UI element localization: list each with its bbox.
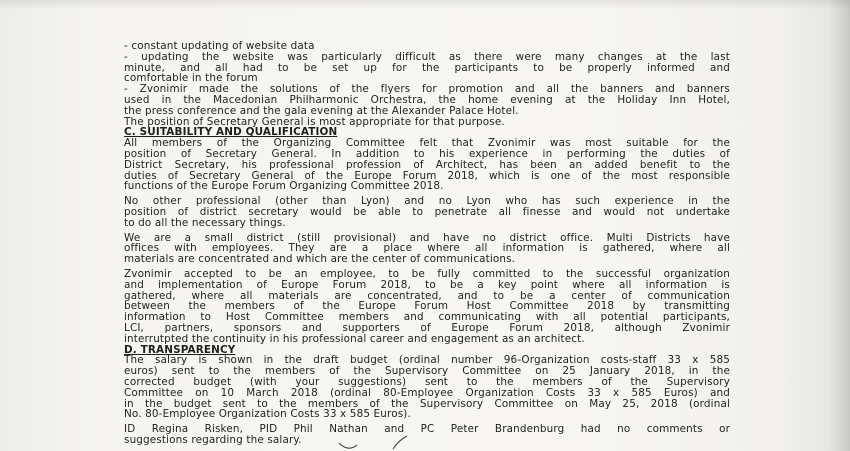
text-line: position of Secretary General. In addition to his experience in performing the duties of [124,147,730,160]
text-line: functions of the Europe Forum Organizing Committee 2018. [124,180,444,193]
text-line: euros) sent to the members of the Supervisory Committee on 25 January 2018, in the [124,365,730,378]
text-line: interrutpted the continuity in his professional career and engagement as an architect. [124,332,585,345]
text-line: minute, and all had to be set up for the participants to be properly informed and [124,61,730,74]
text-line: We are a small district (still provisional) and have no district office. Multi Districts have [124,231,730,244]
text-line: used in the Macedonian Philharmonic Orchestra, the home evening at the Holiday Inn Hotel, [124,93,730,106]
text-line: ID Regina Risken, PID Phil Nathan and PC Peter Brandenburg had no comments or [124,423,730,436]
text-line: LCI, partners, sponsors and supporters of Europe Forum 2018, although Zvonimir [124,321,730,334]
text-line: corrected budget (with your suggestions) sent to the members of the Supervisory [124,375,730,388]
text-line: No. 80-Employee Organization Costs 33 x 585 Euros). [124,408,411,421]
text-line: position of district secretary would be able to penetrate all finesse and would not undertake [124,205,730,218]
signature-mark [335,433,415,451]
text-line: - constant updating of website data [124,40,315,52]
page-edge-shadow [828,0,850,451]
text-line: information to Host Committee members and communicating with all potential participants, [124,311,730,324]
text-line: materials are concentrated and which are the center of communications. [124,253,516,266]
text-line: - Zvonimir made the solutions of the flyers for promotion and all the banners and banners [124,83,730,96]
text-line: in the budget sent to the members of the Supervisory Committee on May 25, 2018 (ordinal [124,397,730,410]
page-top-shadow [0,0,850,10]
text-line: to do all the necessary things. [124,216,286,229]
text-line: suggestions regarding the salary. [124,433,302,446]
section-d-heading: D. TRANSPARENCY [124,343,236,356]
text-line: - updating the website was particularly difficult as there were many changes at the last [124,50,730,63]
section-c-heading: C. SUITABILITY AND QUALIFICATION [124,126,338,139]
text-line: The position of Secretary General is most appropriate for that purpose. [124,115,505,128]
text-line: comfortable in the forum [124,72,258,85]
text-line: duties of Secretary General of the Europe Forum 2018, which is one of the most responsible [124,169,730,182]
text-line: District Secretary, his professional profession of Architect, has been an added benefit to the [124,158,730,171]
text-line: gathered, where all materials are concentrated, and to be a center of communication [124,289,730,302]
text-line: Committee on 10 March 2018 (ordinal 80-Employee Organization Costs 33 x 585 Euros) and [124,386,730,399]
text-line: The salary is shown in the draft budget (ordinal number 96-Organization costs-staff 33 x 585 [124,354,730,367]
text-line: offices with employees. They are a place where all information is gathered, where all [124,242,730,255]
text-line: All members of the Organizing Committee felt that Zvonimir was most suitable for the [124,137,730,150]
text-line: No other professional (other than Lyon) and no Lyon who has such experience in the [124,195,730,208]
text-line: the press conference and the gala evening at the Alexander Palace Hotel. [124,104,519,117]
document-body [124,41,730,446]
text-line: between the members of the Europe Forum Host Committee 2018 by transmitting [124,300,730,313]
text-line: Zvonimir accepted to be an employee, to be fully committed to the successful organization [124,267,730,280]
text-line: and implementation of Europe Forum 2018, to be a key point where all information is [124,278,730,291]
